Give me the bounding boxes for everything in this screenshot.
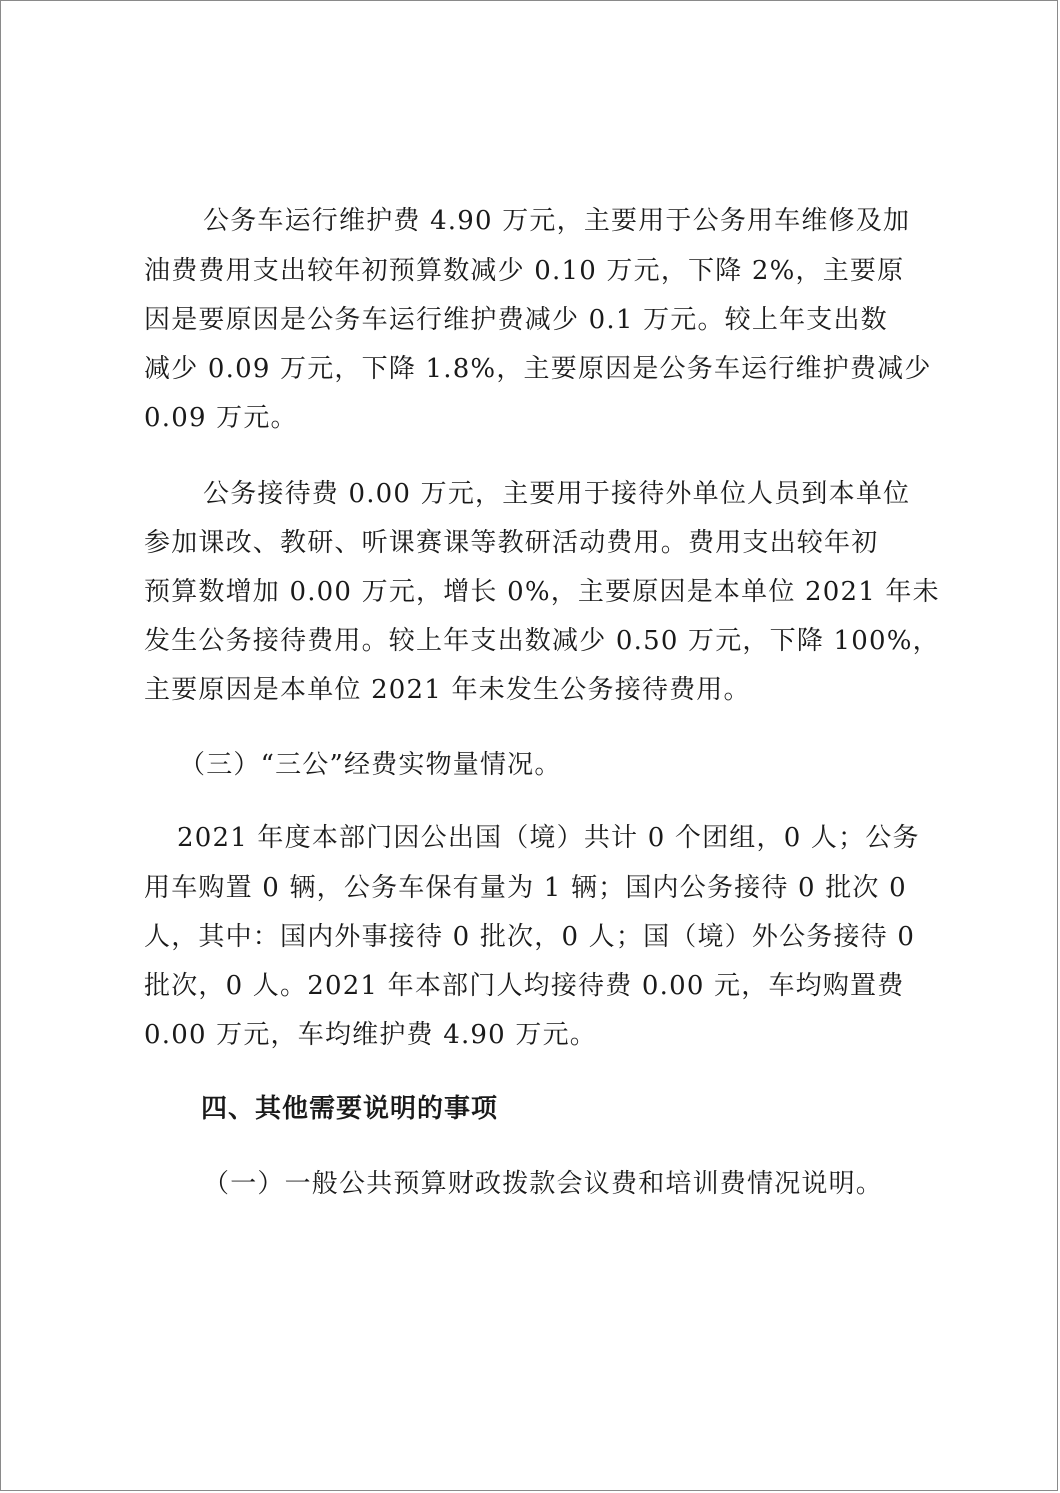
paragraph-3-line-2: 用车购置 0 辆，公务车保有量为 1 辆；国内公务接待 0 批次 0 xyxy=(144,873,907,903)
subheading-four-one: （一）一般公共预算财政拨款会议费和培训费情况说明。 xyxy=(203,1169,884,1199)
subheading-three: （三）“三公”经费实物量情况。 xyxy=(179,750,562,780)
paragraph-1-line-3: 因是要原因是公务车运行维护费减少 0.1 万元。较上年支出数 xyxy=(144,305,888,335)
paragraph-2-line-4: 发生公务接待费用。较上年支出数减少 0.50 万元，下降 100%， xyxy=(144,626,940,656)
paragraph-1-line-5: 0.09 万元。 xyxy=(144,403,298,433)
paragraph-2-line-2: 参加课改、教研、听课赛课等教研活动费用。费用支出较年初 xyxy=(144,528,879,558)
paragraph-2-line-3: 预算数增加 0.00 万元，增长 0%，主要原因是本单位 2021 年未 xyxy=(144,577,940,607)
paragraph-2-line-1: 公务接待费 0.00 万元，主要用于接待外单位人员到本单位 xyxy=(203,479,911,509)
paragraph-1-line-4: 减少 0.09 万元，下降 1.8%，主要原因是公务车运行维护费减少 xyxy=(144,354,932,384)
paragraph-3-line-1: 2021 年度本部门因公出国（境）共计 0 个团组，0 人；公务 xyxy=(177,823,920,853)
section-four-heading: 四、其他需要说明的事项 xyxy=(201,1094,499,1124)
paragraph-2-line-5: 主要原因是本单位 2021 年未发生公务接待费用。 xyxy=(144,675,751,705)
paragraph-3-line-5: 0.00 万元，车均维护费 4.90 万元。 xyxy=(144,1020,597,1050)
paragraph-3-line-4: 批次，0 人。2021 年本部门人均接待费 0.00 元，车均购置费 xyxy=(144,971,905,1001)
paragraph-1-line-1: 公务车运行维护费 4.90 万元，主要用于公务用车维修及加 xyxy=(203,206,911,236)
paragraph-3-line-3: 人，其中：国内外事接待 0 批次，0 人；国（境）外公务接待 0 xyxy=(144,922,916,952)
paragraph-1-line-2: 油费费用支出较年初预算数减少 0.10 万元，下降 2%，主要原 xyxy=(144,256,905,286)
